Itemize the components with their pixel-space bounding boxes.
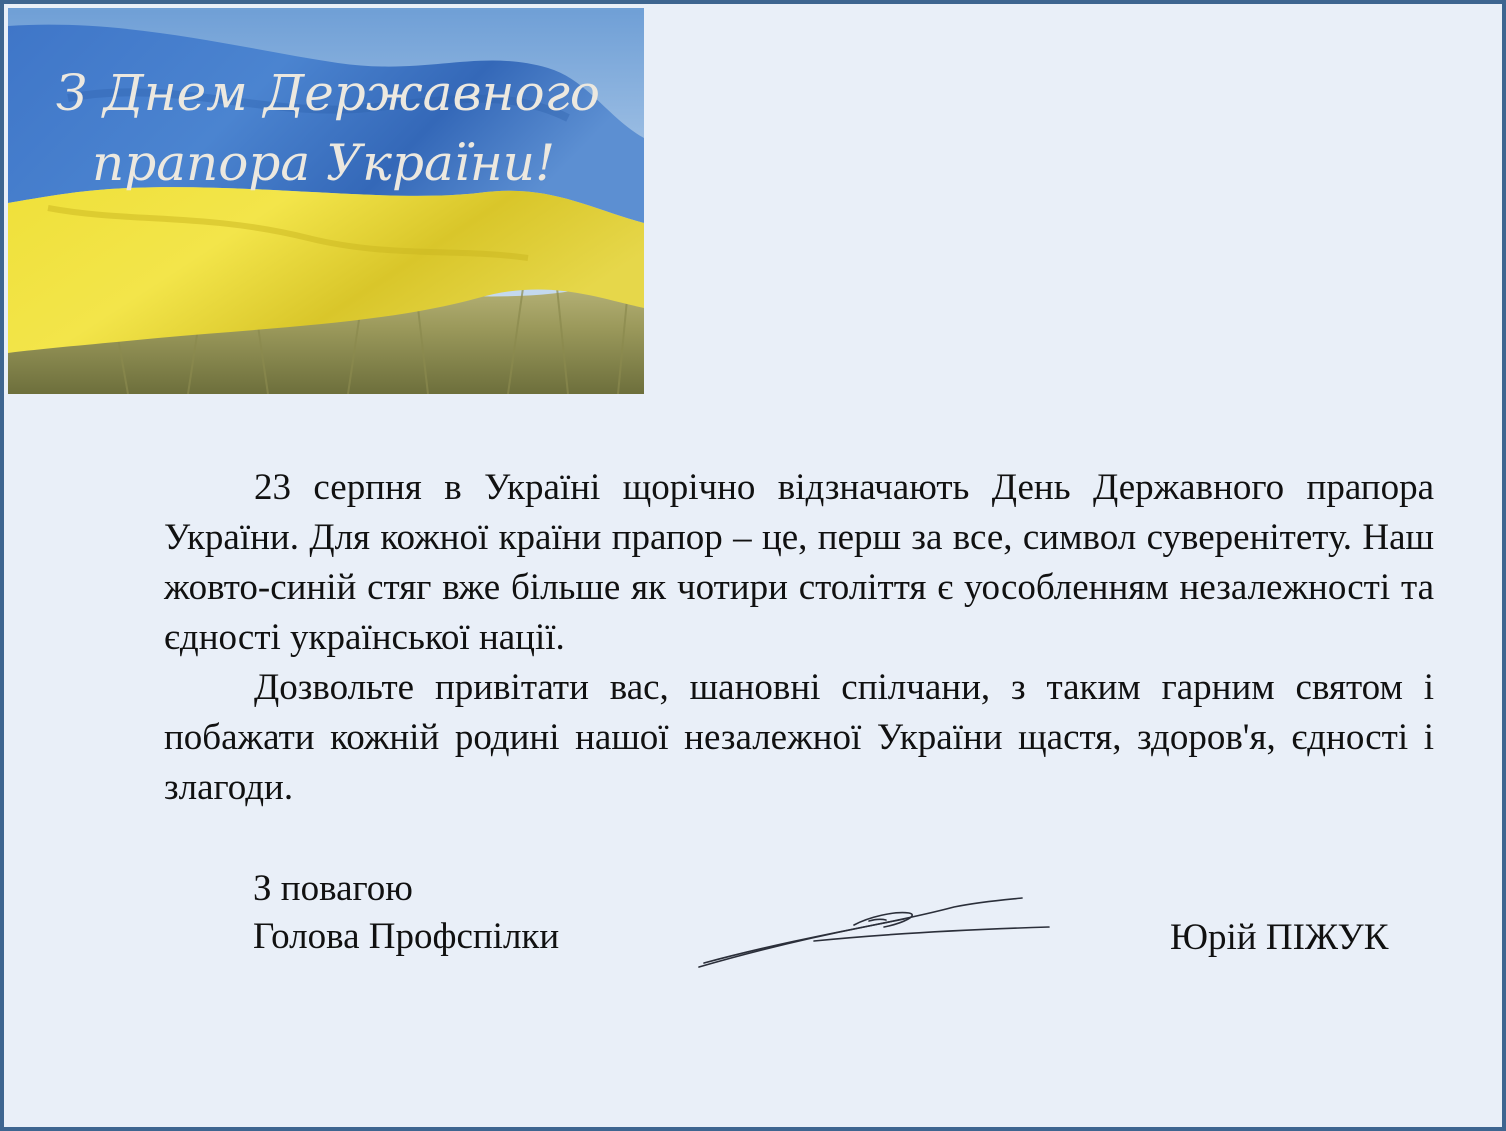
flag-day-banner-image <box>8 8 644 394</box>
banner-title-line2: прапора України! <box>92 134 556 192</box>
handwritten-signature <box>694 889 1054 974</box>
letter-closing <box>253 865 559 961</box>
signer-position: Голова Профспілки <box>253 916 560 957</box>
letter-paragraph-2: Дозвольте привітати вас, шановні спілчани, з таким гарним святом і побажати кожній родині нашої незалежної України щастя, здоров'я, єдності і злагоди. <box>164 667 1434 808</box>
letter-paragraph-1: 23 серпня в Україні щорічно відзначають День Державного прапора України. Для кожної країни прапор – це, перш за все, символ суверенітету. Наш жовто-синій стяг вже більше як чотири століття є уособленням незалежності та єдності української нації. <box>164 467 1434 658</box>
banner-title-line1: З Днем Державного <box>56 64 600 122</box>
signer-name: Юрій ПІЖУК <box>1170 917 1389 958</box>
closing-regards: З повагою <box>253 868 413 909</box>
letter-body <box>164 463 1434 813</box>
banner-illustration <box>8 8 644 394</box>
